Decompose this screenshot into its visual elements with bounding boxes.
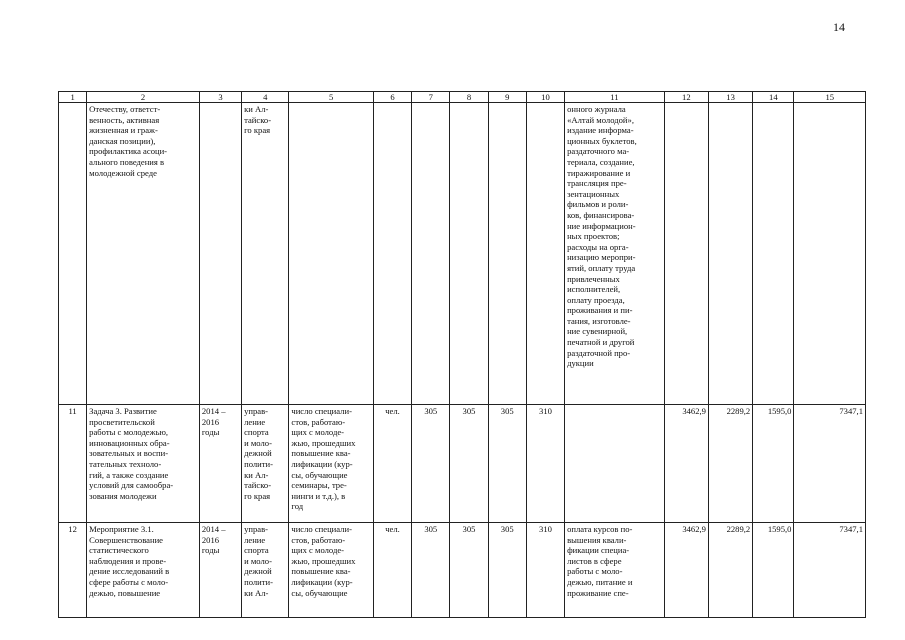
value-cell <box>488 103 526 405</box>
column-number: 14 <box>753 92 794 103</box>
column-number: 10 <box>526 92 564 103</box>
row-number-cell <box>59 103 87 405</box>
column-number: 2 <box>87 92 200 103</box>
row-number-cell: 12 <box>59 523 87 618</box>
amount-cell: 2289,2 <box>708 523 752 618</box>
column-number: 11 <box>565 92 665 103</box>
value-cell: 305 <box>450 405 488 523</box>
indicator-cell: число специали- стов, работаю- щих с молоде- жью, прошедших повышение ква- лификации (кур- сы, обучающие семинары, тре- нинги и т.д.), в год <box>289 405 374 523</box>
column-number: 3 <box>199 92 241 103</box>
total-cell: 7347,1 <box>794 405 866 523</box>
task-name-cell: Отечеству, ответст- венность, активная жизненная и граж- данская позиции), профилактика асоци- ального поведения в молодежной среде <box>87 103 200 405</box>
column-number: 9 <box>488 92 526 103</box>
column-number: 12 <box>664 92 708 103</box>
total-cell: 7347,1 <box>794 523 866 618</box>
expense-description-cell: оплата курсов по- вышения квали- фикации специа- листов в сфере работы с моло- дежью, питание и проживание спе- <box>565 523 665 618</box>
amount-cell: 1595,0 <box>753 523 794 618</box>
expense-description-cell <box>565 405 665 523</box>
amount-cell <box>753 103 794 405</box>
amount-cell: 3462,9 <box>664 405 708 523</box>
unit-cell <box>373 103 411 405</box>
column-number: 6 <box>373 92 411 103</box>
program-table <box>58 91 866 618</box>
executor-cell: ки Ал- тайско- го края <box>242 103 289 405</box>
task-name-cell: Мероприятие 3.1. Совершенствование статистического наблюдения и прове- дение исследований в сфере работы с моло- дежью, повышение <box>87 523 200 618</box>
column-number: 7 <box>412 92 450 103</box>
column-number: 1 <box>59 92 87 103</box>
column-number: 15 <box>794 92 866 103</box>
amount-cell: 2289,2 <box>708 405 752 523</box>
expense-description-cell: онного журнала «Алтай молодой», издание информа- ционных буклетов, раздаточного ма- териала, создание, тиражирование и трансляция пре- зентационных фильмов и роли- ков, финансирова- ние информацион- ных проектов; расходы на орга- низацию меропри- ятий, оплату труда привлеченных исполнителей, оплату проезда, проживания и пи- тания, изготовле- ние сувенирной, печатной и другой раздаточной про- дукции <box>565 103 665 405</box>
value-cell: 305 <box>488 405 526 523</box>
amount-cell: 3462,9 <box>664 523 708 618</box>
indicator-cell <box>289 103 374 405</box>
indicator-cell: число специали- стов, работаю- щих с молоде- жью, прошедших повышение ква- лификации (кур- сы, обучающие <box>289 523 374 618</box>
column-number: 5 <box>289 92 374 103</box>
amount-cell <box>664 103 708 405</box>
total-cell <box>794 103 866 405</box>
value-cell <box>526 103 564 405</box>
value-cell <box>450 103 488 405</box>
period-cell <box>199 103 241 405</box>
value-cell: 305 <box>488 523 526 618</box>
period-cell: 2014 – 2016 годы <box>199 523 241 618</box>
column-number: 8 <box>450 92 488 103</box>
value-cell: 305 <box>450 523 488 618</box>
column-number: 4 <box>242 92 289 103</box>
value-cell <box>412 103 450 405</box>
value-cell: 310 <box>526 405 564 523</box>
table-row <box>59 405 866 523</box>
table-row <box>59 103 866 405</box>
executor-cell: управ- ление спорта и моло- дежной полити- ки Ал- тайско- го края <box>242 405 289 523</box>
value-cell: 305 <box>412 523 450 618</box>
column-number: 13 <box>708 92 752 103</box>
amount-cell: 1595,0 <box>753 405 794 523</box>
value-cell: 305 <box>412 405 450 523</box>
value-cell: 310 <box>526 523 564 618</box>
unit-cell: чел. <box>373 405 411 523</box>
amount-cell <box>708 103 752 405</box>
page-number: 14 <box>833 20 845 34</box>
executor-cell: управ- ление спорта и моло- дежной полити- ки Ал- <box>242 523 289 618</box>
period-cell: 2014 – 2016 годы <box>199 405 241 523</box>
table-row <box>59 523 866 618</box>
unit-cell: чел. <box>373 523 411 618</box>
row-number-cell: 11 <box>59 405 87 523</box>
column-number-row <box>59 92 866 103</box>
task-name-cell: Задача 3. Развитие просветительской работы с молодежью, инновационных обра- зовательных и воспи- тательных техноло- гий, а также создание условий для самообра- зования молодежи <box>87 405 200 523</box>
